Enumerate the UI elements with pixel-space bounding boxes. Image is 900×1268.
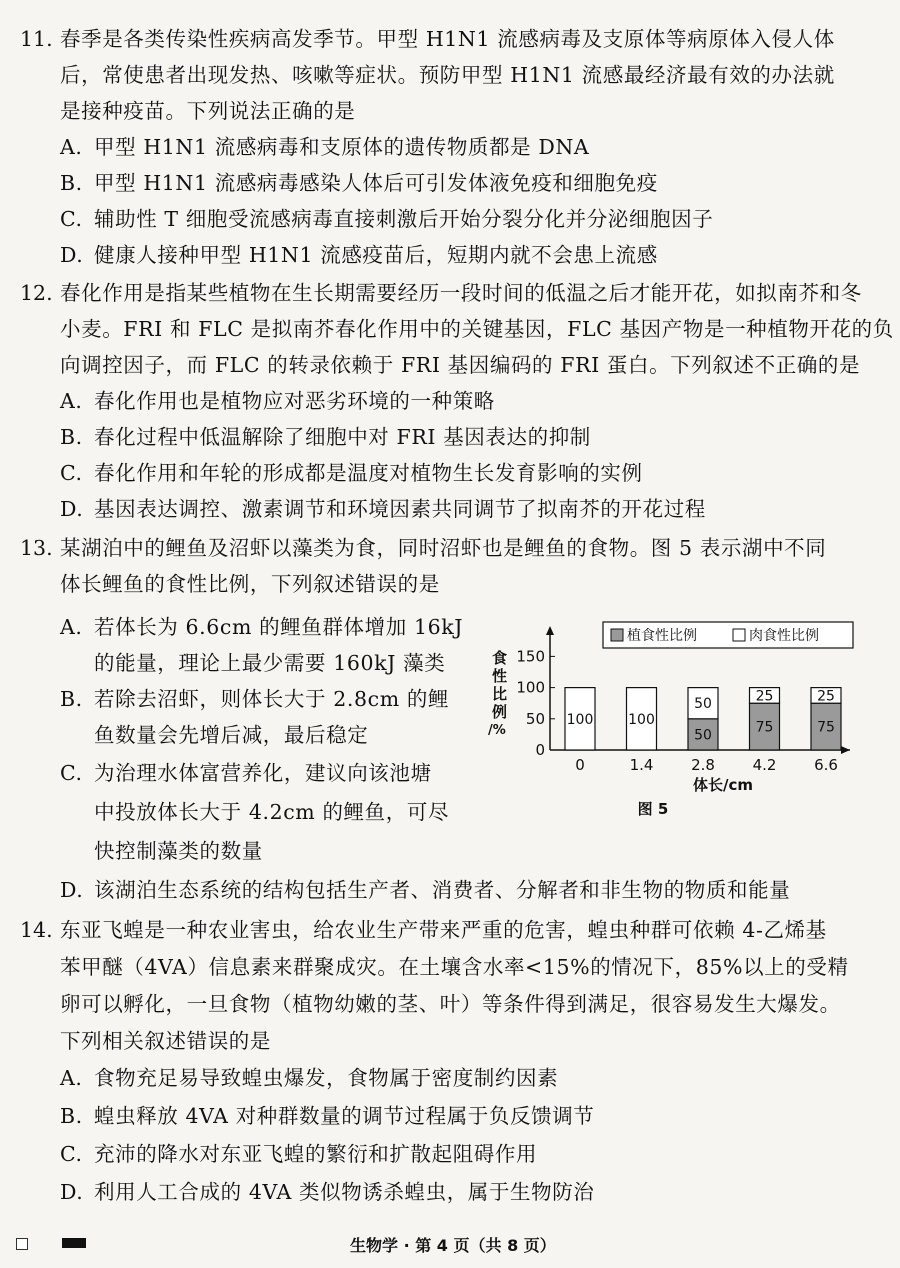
figure-5-chart — [488, 610, 868, 820]
y-tick-label: 0 — [535, 741, 545, 759]
option-letter: B. — [60, 171, 83, 195]
question-stem-line: 向调控因子，而 FLC 的转录依赖于 FRI 基因编码的 FRI 蛋白。下列叙述不正确的是 — [60, 353, 861, 377]
option-letter: B. — [60, 425, 83, 449]
data-label: 100 — [566, 711, 594, 728]
option-text: 食物充足易导致蝗虫爆发，食物属于密度制约因素 — [94, 1066, 559, 1090]
option-text: 健康人接种甲型 H1N1 流感疫苗后，短期内就不会患上流感 — [94, 243, 658, 267]
y-tick-label: 100 — [516, 678, 545, 697]
option-text: 甲型 H1N1 流感病毒和支原体的遗传物质都是 DNA — [94, 135, 590, 159]
data-label: 75 — [817, 719, 835, 736]
chart-svg — [488, 610, 868, 820]
question-stem-line: 春季是各类传染性疾病高发季节。甲型 H1N1 流感病毒及支原体等病原体入侵人体 — [60, 27, 835, 51]
option-text: 甲型 H1N1 流感病毒感染人体后可引发体液免疫和细胞免疫 — [94, 171, 658, 195]
option-text: 春化作用和年轮的形成都是温度对植物生长发育影响的实例 — [94, 461, 643, 485]
option-letter: D. — [60, 497, 84, 521]
question-stem-line: 后，常使患者出现发热、咳嗽等症状。预防甲型 H1N1 流感最经济最有效的办法就 — [60, 63, 835, 87]
x-tick-label: 4.2 — [752, 756, 777, 774]
option-letter: A. — [60, 1066, 83, 1090]
option-letter: C. — [60, 207, 83, 231]
ylabel-char: 比 — [492, 685, 508, 703]
option-text-continued: 快控制藻类的数量 — [94, 839, 263, 863]
question-stem-line: 苯甲醚（4VA）信息素来群聚成灾。在土壤含水率<15%的情况下，85%以上的受精 — [60, 955, 849, 979]
option-a — [60, 386, 495, 416]
data-label: 50 — [694, 696, 712, 713]
data-label: 75 — [755, 719, 774, 736]
option-a — [60, 612, 463, 642]
option-text: 春化作用也是植物应对恶劣环境的一种策略 — [94, 389, 495, 413]
x-tick-label: 0 — [575, 756, 585, 774]
question-stem-line: 春化作用是指某些植物在生长期需要经历一段时间的低温之后才能开花，如拟南芥和冬 — [60, 281, 862, 305]
legend-label: 植食性比例 — [627, 628, 697, 644]
option-letter: C. — [60, 1142, 83, 1166]
x-axis-arrow — [841, 746, 850, 754]
x-tick-label: 1.4 — [629, 756, 654, 774]
legend-swatch-plant — [611, 629, 623, 641]
option-c — [60, 1139, 537, 1169]
ylabel-char: 食 — [492, 649, 508, 667]
ylabel-char: 例 — [492, 703, 508, 721]
question-number: 14. — [20, 918, 53, 942]
option-text: 基因表达调控、激素调节和环境因素共同调节了拟南芥的开花过程 — [94, 497, 706, 521]
option-b — [60, 168, 658, 198]
option-b — [60, 422, 591, 452]
option-b — [60, 1101, 594, 1131]
option-b — [60, 684, 449, 714]
legend-label: 肉食性比例 — [749, 628, 819, 644]
option-c — [60, 204, 713, 234]
option-text: 若除去沼虾，则体长大于 2.8cm 的鲤 — [94, 687, 450, 711]
option-c — [60, 758, 432, 788]
ylabel-char: /% — [488, 723, 506, 738]
option-letter: B. — [60, 687, 83, 711]
option-text: 辅助性 T 细胞受流感病毒直接刺激后开始分裂分化并分泌细胞因子 — [94, 207, 714, 231]
y-tick-label: 50 — [525, 709, 545, 728]
option-letter: D. — [60, 878, 84, 902]
option-a — [60, 132, 589, 162]
option-d — [60, 875, 790, 905]
option-a — [60, 1063, 558, 1093]
question-stem-line: 体长鲤鱼的食性比例，下列叙述错误的是 — [60, 572, 440, 596]
x-axis-label: 体长/cm — [692, 776, 754, 794]
option-text: 充沛的降水对东亚飞蝗的繁衍和扩散起阻碍作用 — [94, 1142, 538, 1166]
page-number-text: 生物学 · 第 4 页（共 8 页） — [350, 1236, 556, 1255]
option-text-continued: 的能量，理论上最少需要 160kJ 藻类 — [94, 651, 446, 675]
y-axis-arrow — [546, 626, 554, 635]
option-text: 若体长为 6.6cm 的鲤鱼群体增加 16kJ — [94, 615, 464, 639]
option-d — [60, 1177, 594, 1207]
data-label: 25 — [755, 688, 774, 705]
option-letter: B. — [60, 1104, 83, 1128]
black-bar-icon — [62, 1238, 86, 1248]
option-letter: A. — [60, 135, 83, 159]
x-tick-label: 2.8 — [691, 756, 715, 774]
checkbox-icon — [16, 1238, 28, 1250]
option-letter: C. — [60, 761, 83, 785]
question-stem-line: 是接种疫苗。下列说法正确的是 — [60, 99, 356, 123]
figure-caption: 图 5 — [637, 800, 669, 818]
y-tick-label: 150 — [516, 647, 545, 666]
question-number: 12. — [20, 281, 53, 305]
option-text-continued: 鱼数量会先增后减，最后稳定 — [94, 723, 369, 747]
option-text: 该湖泊生态系统的结构包括生产者、消费者、分解者和非生物的物质和能量 — [94, 878, 791, 902]
question-stem-line: 东亚飞蝗是一种农业害虫，给农业生产带来严重的危害，蝗虫种群可依赖 4-乙烯基 — [60, 918, 827, 942]
option-letter: A. — [60, 615, 83, 639]
question-stem-line: 某湖泊中的鲤鱼及沼虾以藻类为食，同时沼虾也是鲤鱼的食物。图 5 表示湖中不同 — [60, 536, 827, 560]
legend-swatch-meat — [733, 629, 745, 641]
option-d — [60, 494, 706, 524]
option-letter: C. — [60, 461, 83, 485]
ylabel-char: 性 — [492, 667, 508, 685]
x-tick-label: 6.6 — [814, 756, 838, 774]
option-text: 利用人工合成的 4VA 类似物诱杀蝗虫，属于生物防治 — [94, 1180, 595, 1204]
option-text: 蝗虫释放 4VA 对种群数量的调节过程属于负反馈调节 — [94, 1104, 595, 1128]
option-letter: A. — [60, 389, 83, 413]
option-c — [60, 458, 643, 488]
question-number: 13. — [20, 536, 53, 560]
data-label: 50 — [694, 727, 712, 744]
data-label: 100 — [628, 711, 655, 728]
option-d — [60, 240, 658, 270]
question-number: 11. — [20, 27, 53, 51]
option-text: 为治理水体富营养化，建议向该池塘 — [94, 761, 432, 785]
question-stem-line: 下列相关叙述错误的是 — [60, 1029, 271, 1053]
option-text: 春化过程中低温解除了细胞中对 FRI 基因表达的抑制 — [94, 425, 591, 449]
data-label: 25 — [817, 688, 835, 705]
option-letter: D. — [60, 1180, 84, 1204]
option-letter: D. — [60, 243, 84, 267]
option-text-continued: 中投放体长大于 4.2cm 的鲤鱼，可尽 — [94, 800, 450, 824]
question-stem-line: 小麦。FRI 和 FLC 是拟南芥春化作用中的关键基因，FLC 基因产物是一种植物开花的负 — [60, 317, 894, 341]
question-stem-line: 卵可以孵化，一旦食物（植物幼嫩的茎、叶）等条件得到满足，很容易发生大爆发。 — [60, 992, 841, 1016]
